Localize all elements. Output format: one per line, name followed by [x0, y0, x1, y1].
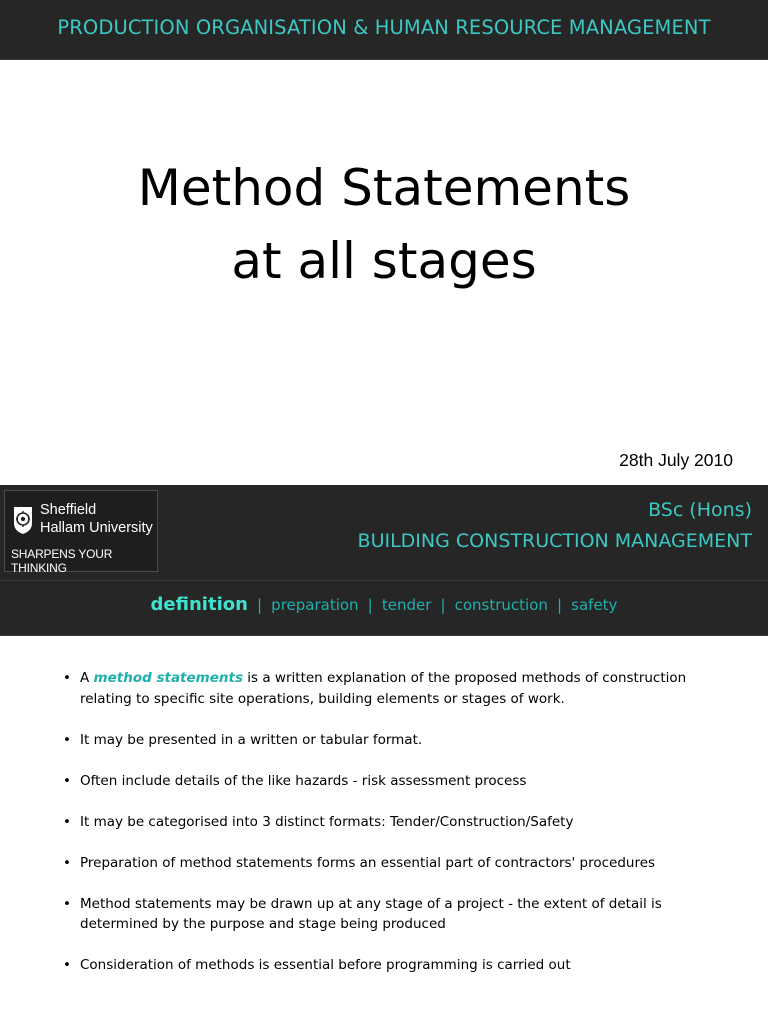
- nav-item-construction[interactable]: construction: [454, 596, 548, 614]
- university-bar: [0, 485, 768, 580]
- bullet-dot: •: [63, 731, 71, 748]
- bullet-item: [58, 812, 718, 833]
- nav-item-tender[interactable]: tender: [381, 596, 432, 614]
- nav-separator: |: [367, 596, 373, 614]
- university-name: [40, 501, 153, 537]
- bullet-text: It may be categorised into 3 distinct formats: Tender/Construction/Safety: [80, 813, 574, 830]
- slide-title-line-1: Method Statements: [137, 159, 631, 217]
- bullet-text: Consideration of methods is essential before programming is carried out: [80, 957, 571, 973]
- bullet-item: [58, 730, 718, 751]
- definition-bullet-list: [58, 668, 718, 996]
- bullet-dot: •: [63, 670, 71, 686]
- bullet-text-suffix: is a written explanation of the proposed methods of construction relating to specific site operations, building elements or stages of work.: [80, 670, 687, 707]
- course-header-bar: [0, 0, 768, 60]
- university-name-line-2: Hallam University: [40, 520, 153, 536]
- bullet-item: [58, 853, 718, 874]
- section-nav: [0, 594, 768, 615]
- course-title: PRODUCTION ORGANISATION & HUMAN RESOURCE MANAGEMENT: [57, 16, 711, 39]
- bullet-dot: •: [63, 957, 71, 973]
- nav-item-safety[interactable]: safety: [571, 596, 618, 614]
- bullet-dot: •: [63, 854, 71, 871]
- degree-title: [358, 495, 752, 557]
- bullet-dot: •: [63, 772, 71, 789]
- bullet-item: [58, 771, 718, 792]
- bullet-text: Often include details of the like hazards - risk assessment process: [80, 772, 527, 789]
- university-logo: [4, 490, 158, 575]
- bullet-item: [58, 894, 718, 935]
- slide-date: 28th July 2010: [619, 450, 733, 470]
- bullet-text: Method statements may be drawn up at any stage of a project - the extent of detail is determined by the purpose and stage being produced: [80, 895, 662, 932]
- nav-item-preparation[interactable]: preparation: [271, 596, 359, 614]
- bullet-text: It may be presented in a written or tabular format.: [80, 731, 423, 748]
- slide-title-line-2: at all stages: [231, 232, 537, 290]
- degree-title-line-1: BSc (Hons): [648, 499, 752, 521]
- bullet-dot: •: [63, 895, 71, 912]
- highlighted-term: method statements: [93, 670, 243, 686]
- nav-separator: |: [557, 596, 563, 614]
- nav-separator: |: [257, 596, 263, 614]
- slide-title: [0, 152, 768, 298]
- university-tagline: SHARPENS YOUR THINKING: [11, 547, 113, 575]
- bullet-item: [58, 668, 718, 709]
- university-emblem-icon: [12, 505, 34, 535]
- degree-title-line-2: BUILDING CONSTRUCTION MANAGEMENT: [357, 530, 752, 552]
- nav-item-definition[interactable]: definition: [150, 594, 248, 615]
- bullet-text-prefix: A: [80, 670, 94, 686]
- university-name-line-1: Sheffield: [40, 502, 97, 518]
- section-nav-bar: [0, 580, 768, 636]
- bullet-dot: •: [63, 813, 71, 830]
- nav-separator: |: [440, 596, 446, 614]
- bullet-item: [58, 955, 718, 976]
- bullet-text: Preparation of method statements forms an essential part of contractors' procedures: [80, 854, 656, 871]
